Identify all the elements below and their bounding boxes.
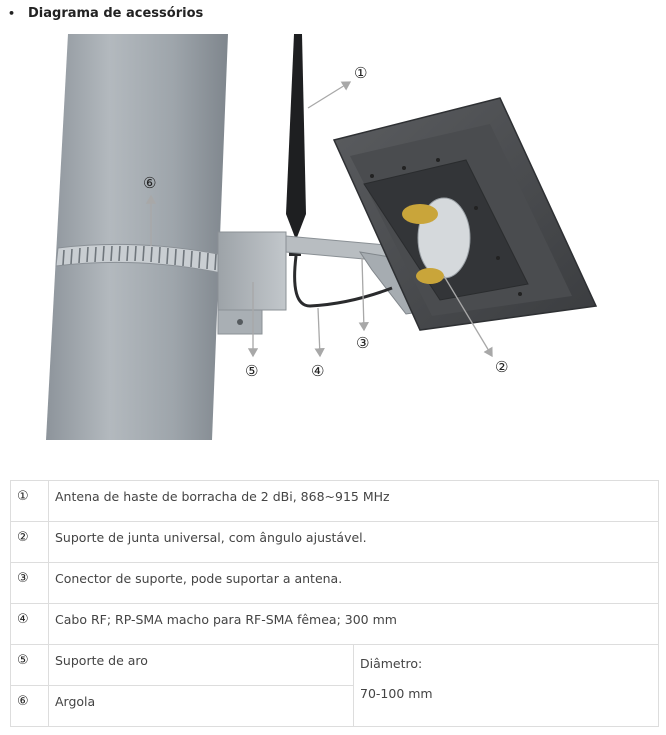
row-number: ① [11,481,49,522]
callout-label-5: ⑤ [245,362,259,380]
callout-line-4 [318,308,320,356]
row-description: Suporte de junta universal, com ângulo ajustável. [49,522,659,563]
table-row [11,604,659,645]
callout-line-1 [308,82,350,108]
diameter-label: Diâmetro: [360,656,423,671]
row-number: ② [11,522,49,563]
row-number: ⑤ [11,645,49,686]
table-row [11,563,659,604]
section-heading [8,4,203,22]
row-description: Cabo RF; RP-SMA macho para RF-SMA fêmea; 300 mm [49,604,659,645]
callout-label-4: ④ [311,362,325,380]
callout-label-3: ③ [356,334,370,352]
row-description: Conector de suporte, pode suportar a antena. [49,563,659,604]
hoop-bracket [218,232,286,334]
table-row [11,481,659,522]
accessories-illustration [0,26,666,444]
diameter-cell [354,645,659,727]
callout-label-6: ⑥ [143,174,157,192]
section-title: Diagrama de acessórios [28,5,204,21]
row-description: Argola [49,686,354,727]
accessories-table [10,480,659,727]
callout-label-1: ① [354,64,368,82]
pole [46,34,228,440]
row-number: ④ [11,604,49,645]
rubber-antenna [286,34,306,256]
callout-line-3 [362,258,364,330]
bullet-icon: • [8,6,16,20]
row-number: ③ [11,563,49,604]
table-row [11,645,659,686]
diameter-value: 70-100 mm [360,686,433,701]
row-description: Antena de haste de borracha de 2 dBi, 868~915 MHz [49,481,659,522]
table-row [11,522,659,563]
row-description: Suporte de aro [49,645,354,686]
callout-label-2: ② [495,358,509,376]
accessories-diagram [0,26,666,444]
row-number: ⑥ [11,686,49,727]
